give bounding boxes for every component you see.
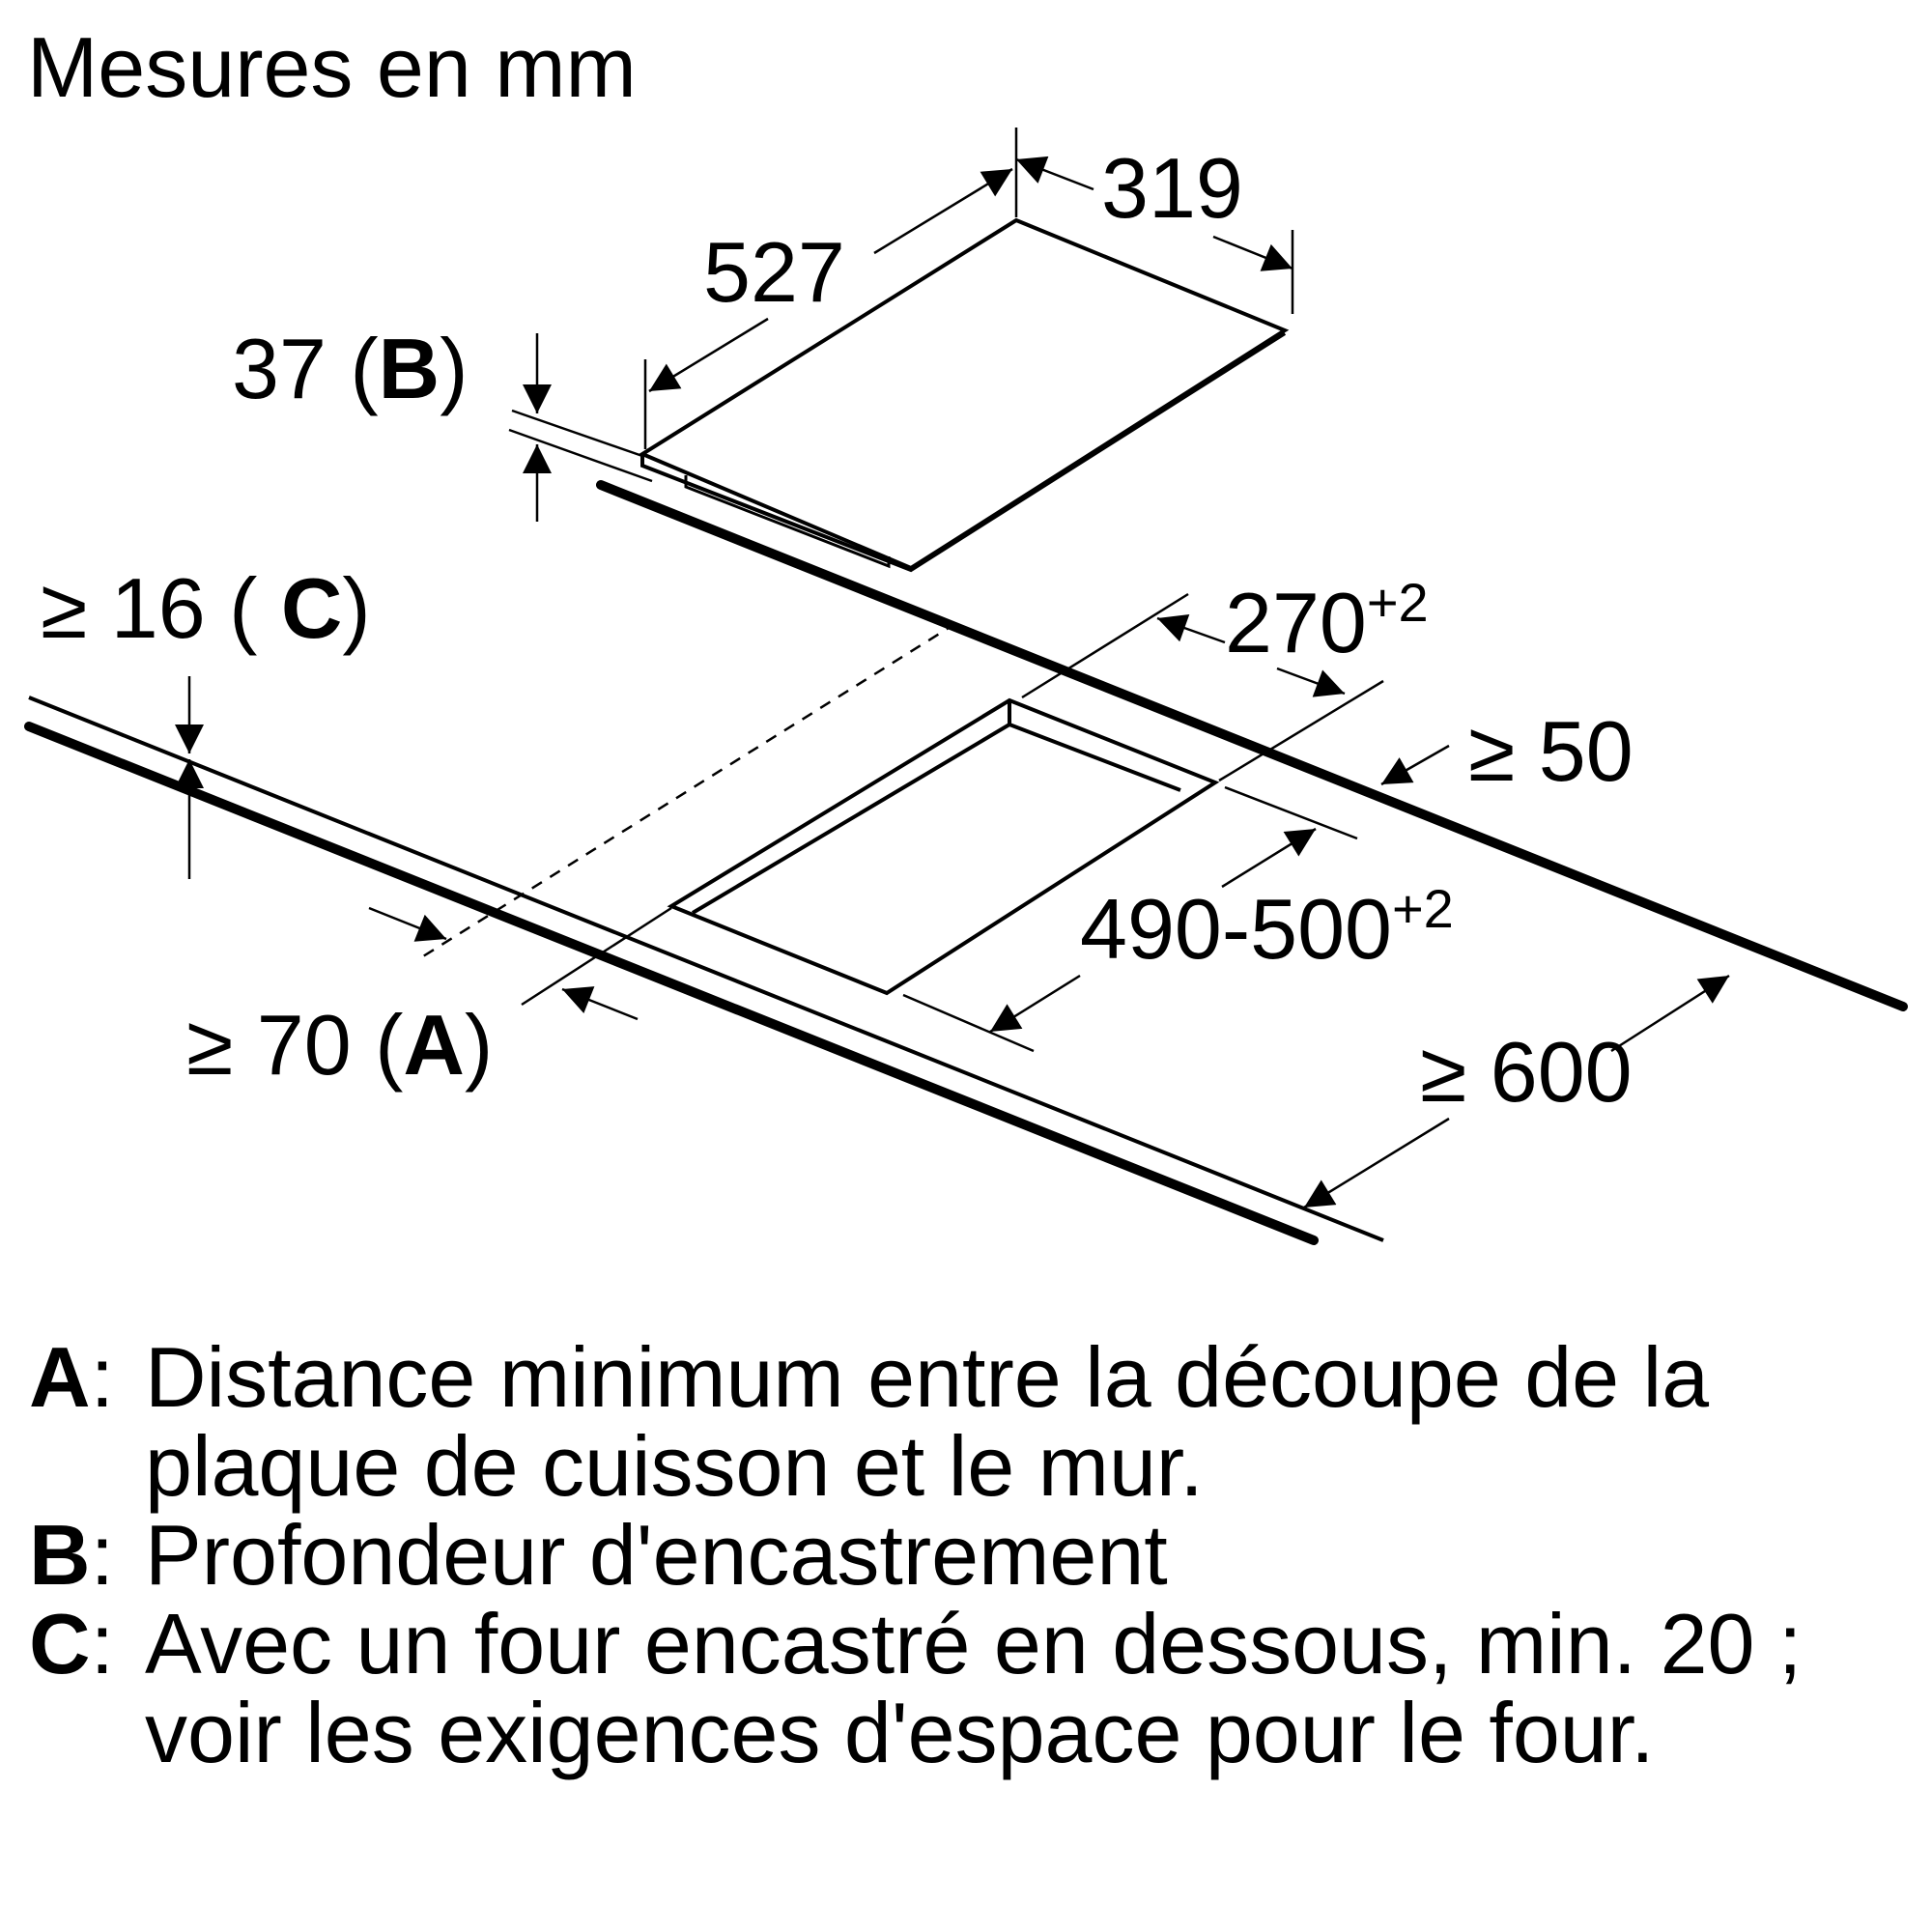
dim-270-label: $270^{+2}$ — [1225, 572, 1429, 670]
legend-item-b: B: Profondeur d'encastrement — [29, 1511, 1903, 1600]
countertop-front-edge-bottom — [29, 726, 1314, 1240]
dim-527-label: 527 — [703, 224, 845, 320]
legend — [29, 1329, 1903, 1780]
dim-490-label: $490-500^{+2}$ — [1080, 878, 1454, 977]
legend-text-c: Avec un four encastré en dessous, min. 20 ; voir les exigences d'espace pour le four. — [145, 1596, 1803, 1780]
legend-key-c: C — [29, 1596, 91, 1691]
dim-16-label: ≥ 16 ( C) — [41, 560, 371, 656]
dim-50-lines — [1225, 746, 1449, 838]
dim-37-label: 37 (B) — [232, 321, 469, 416]
legend-item-a: A: Distance minimum entre la découpe de la plaque de cuisson et le mur. — [29, 1333, 1903, 1511]
projection-dashed-line — [423, 623, 956, 956]
legend-text-b: Profondeur d'encastrement — [145, 1507, 1168, 1603]
dim-70-label: ≥ 70 (A) — [186, 997, 494, 1093]
dim-319-label: 319 — [1101, 140, 1243, 236]
dim-600-label: ≥ 600 — [1420, 1024, 1633, 1120]
dim-50-label: ≥ 50 — [1468, 703, 1634, 799]
legend-key-b: B — [29, 1507, 91, 1603]
legend-text-a: Distance minimum entre la découpe de la plaque de cuisson et le mur. — [145, 1329, 1710, 1514]
legend-key-a: A — [29, 1329, 91, 1425]
diagram-title: Mesures en mm — [27, 19, 637, 115]
legend-item-c: C: Avec un four encastré en dessous, min. 20 ; voir les exigences d'espace pour le four. — [29, 1600, 1903, 1777]
